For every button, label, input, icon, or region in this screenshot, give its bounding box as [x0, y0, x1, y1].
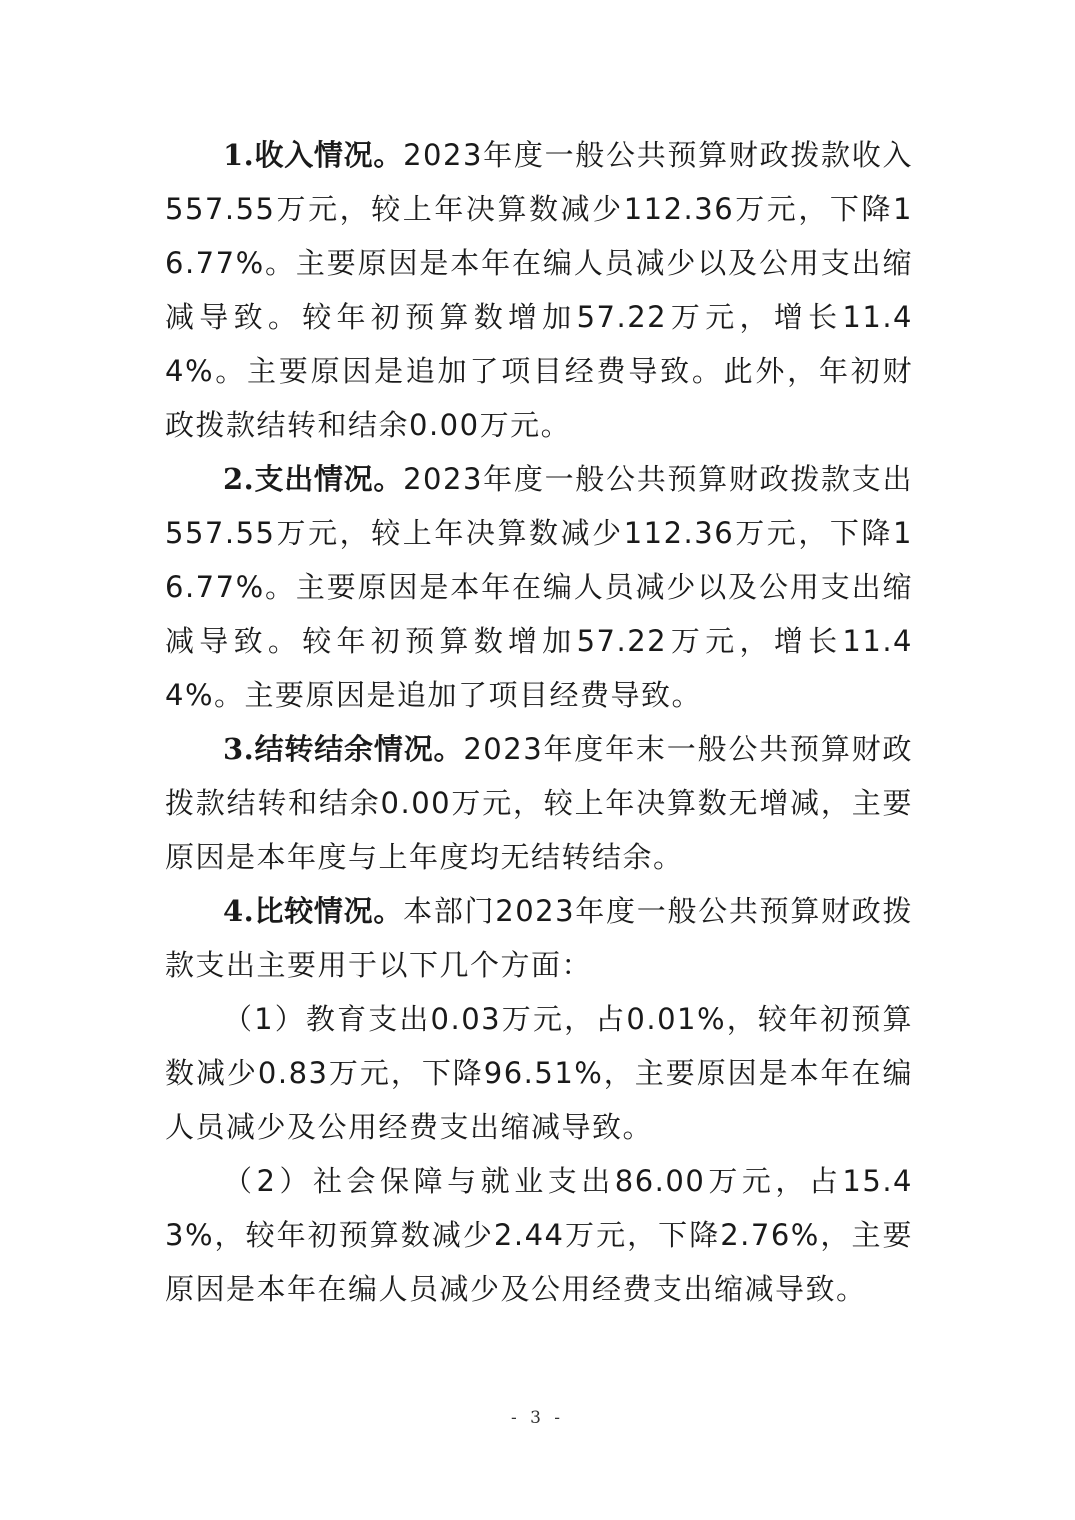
- paragraph-carryover: [165, 722, 913, 884]
- paragraph-heading: 4.比较情况。: [223, 894, 404, 928]
- paragraph-text: 2023年度一般公共预算财政拨款收入557.55万元，较上年决算数减少112.36万元，下降16.77%。主要原因是本年在编人员减少以及公用支出缩减导致。较年初预算数增加57.22万元，增长11.44%。主要原因是追加了项目经费导致。此外，年初财政拨款结转和结余0.00万元。: [165, 138, 913, 442]
- page-number: - 3 -: [510, 1408, 565, 1428]
- paragraph-text: 2023年度年末一般公共预算财政拨款结转和结余0.00万元，较上年决算数无增减，主要原因是本年度与上年度均无结转结余。: [165, 732, 913, 874]
- paragraph-text: （1）教育支出0.03万元，占0.01%，较年初预算数减少0.83万元，下降96.51%，主要原因是本年在编人员减少及公用经费支出缩减导致。: [165, 1002, 913, 1144]
- paragraph-expenditure: [165, 452, 913, 722]
- paragraph-heading: 1.收入情况。: [223, 138, 404, 172]
- document-body: [165, 128, 913, 1316]
- paragraph-text: 2023年度一般公共预算财政拨款支出557.55万元，较上年决算数减少112.36万元，下降16.77%。主要原因是本年在编人员减少以及公用支出缩减导致。较年初预算数增加57.22万元，增长11.44%。主要原因是追加了项目经费导致。: [165, 462, 913, 712]
- paragraph-comparison: [165, 884, 913, 992]
- paragraph-item-social-security: [165, 1154, 913, 1316]
- paragraph-item-education: [165, 992, 913, 1154]
- paragraph-text: 本部门2023年度一般公共预算财政拨款支出主要用于以下几个方面：: [165, 894, 913, 982]
- paragraph-heading: 3.结转结余情况。: [223, 732, 464, 766]
- paragraph-heading: 2.支出情况。: [223, 462, 404, 496]
- paragraph-income: [165, 128, 913, 452]
- paragraph-text: （2）社会保障与就业支出86.00万元，占15.43%，较年初预算数减少2.44万元，下降2.76%，主要原因是本年在编人员减少及公用经费支出缩减导致。: [165, 1164, 913, 1306]
